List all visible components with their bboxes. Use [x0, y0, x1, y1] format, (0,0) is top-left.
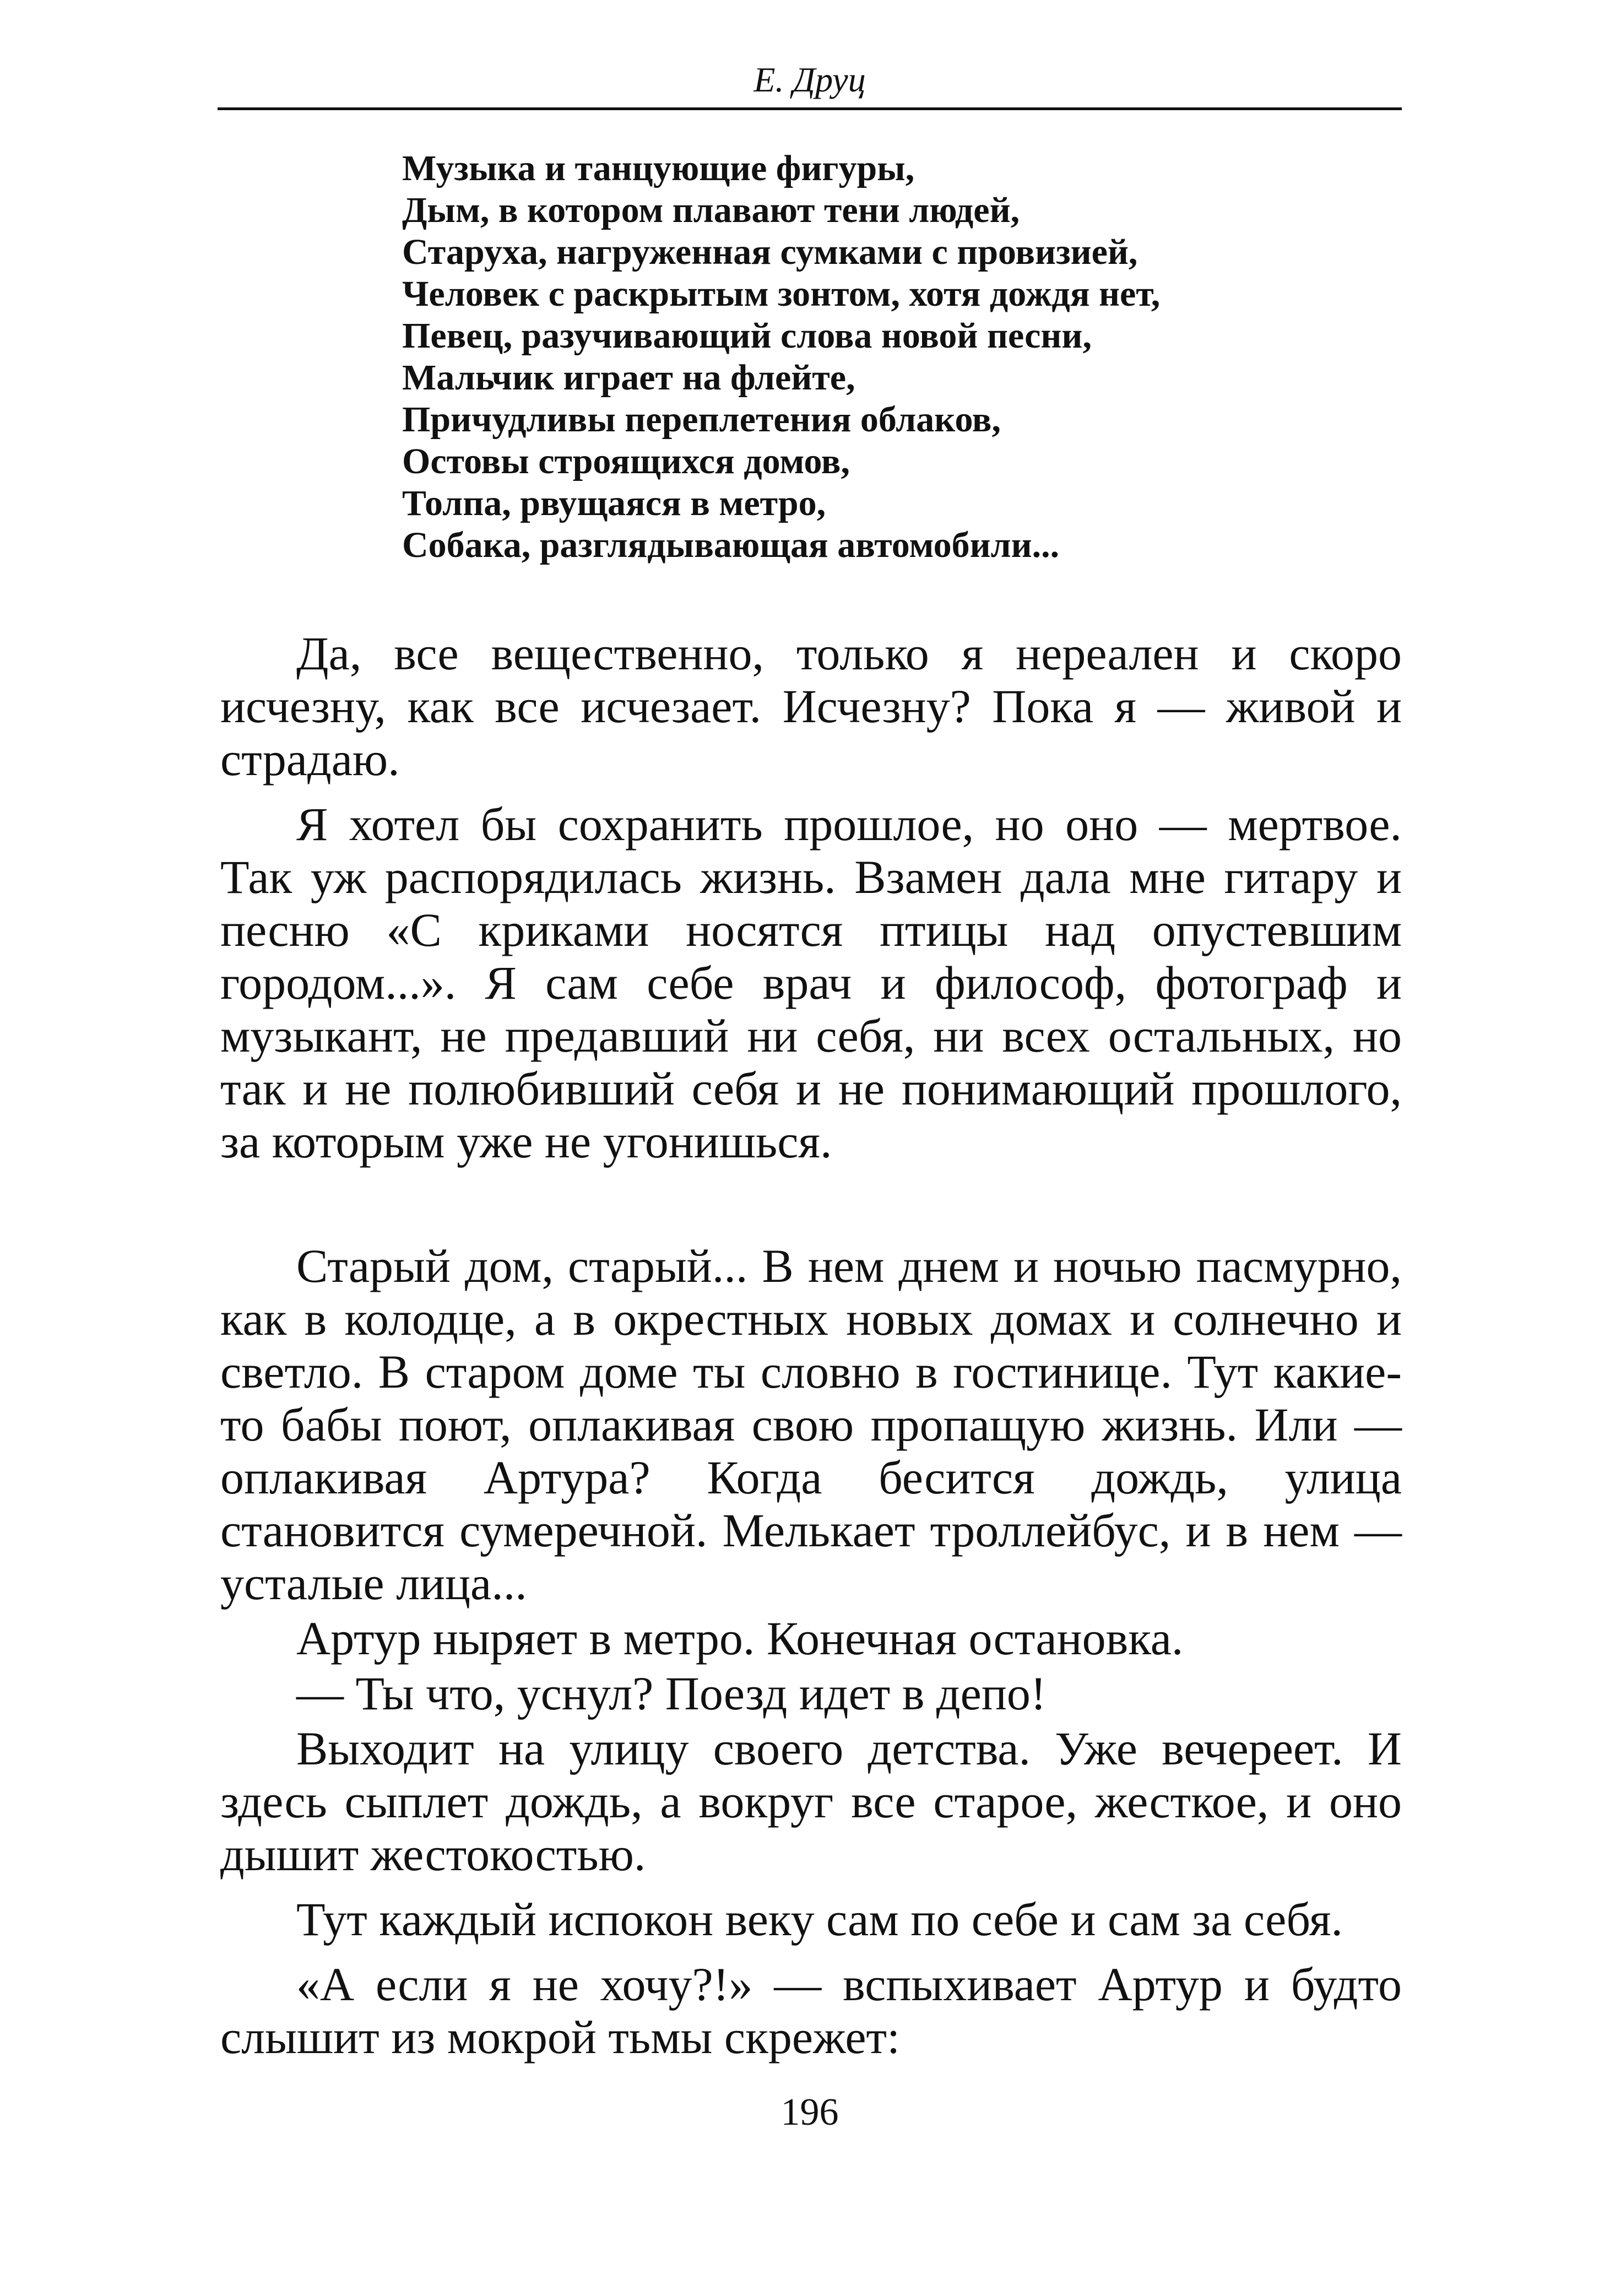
paragraph: Артур ныряет в метро. Конечная остановка. — [296, 1612, 1184, 1665]
verse-line: Собака, разглядывающая автомобили... — [402, 525, 1060, 565]
header-rule — [218, 107, 1402, 110]
paragraph: Старый дом, старый... В нем днем и ночью пасмурно, как в колодце, а в окрестных новых домах и солнечно и светло. В старом доме ты словно в гостинице. Тут какие-то бабы поют, оплакивая свою пропащую жизнь. Или — оплакивая Артура? Когда бесится дождь, улица становится сумеречной. Мелькает троллейбус, и в нем — усталые лица... — [220, 1239, 1402, 1610]
paragraph: Выходит на улицу своего детства. Уже вечереет. И здесь сыплет дождь, а вокруг все старое, жесткое, и оно дышит жестокостью. — [220, 1722, 1402, 1881]
verse-line: Музыка и танцующие фигуры, — [402, 148, 915, 188]
running-head: Е. Друц — [753, 60, 866, 99]
verse-line: Толпа, рвущаяся в метро, — [402, 483, 826, 523]
verse-line: Мальчик играет на флейте, — [402, 358, 855, 398]
verse-line: Причудливы переплетения облаков, — [402, 399, 1001, 440]
verse-line: Старуха, нагруженная сумками с провизией, — [402, 232, 1138, 272]
prose-section-2 — [220, 1239, 1402, 2076]
paragraph: Да, все вещественно, только я нереален и скоро исчезну, как все исчезает. Исчезну? Пока я — живой и страдаю. — [220, 627, 1402, 786]
verse-block — [402, 148, 1394, 566]
paragraph: — Ты что, уснул? Поезд идет в депо! — [296, 1667, 1047, 1720]
page-number: 196 — [780, 2091, 839, 2133]
paragraph: Я хотел бы сохранить прошлое, но оно — мертвое. Так уж распорядилась жизнь. Взамен дала мне гитару и песню «С криками носятся птицы над опустевшим городом...». Я сам себе врач и философ, фотограф и музыкант, не предавший ни себя, ни всех остальных, но так и не полюбивший себя и не понимающий прошлого, за которым уже не угонишься. — [220, 798, 1402, 1168]
prose-section-1 — [220, 627, 1402, 1180]
verse-line: Человек с раскрытым зонтом, хотя дождя нет, — [402, 274, 1161, 314]
verse-line: Остовы строящихся домов, — [402, 441, 850, 481]
verse-line: Дым, в котором плавают тени людей, — [402, 190, 1020, 230]
paragraph: «А если я не хочу?!» — вспыхивает Артур и будто слышит из мокрой тьмы скрежет: — [220, 1958, 1402, 2064]
verse-line: Певец, разучивающий слова новой песни, — [402, 316, 1092, 356]
paragraph: Тут каждый испокон веку сам по себе и сам за себя. — [296, 1893, 1343, 1946]
